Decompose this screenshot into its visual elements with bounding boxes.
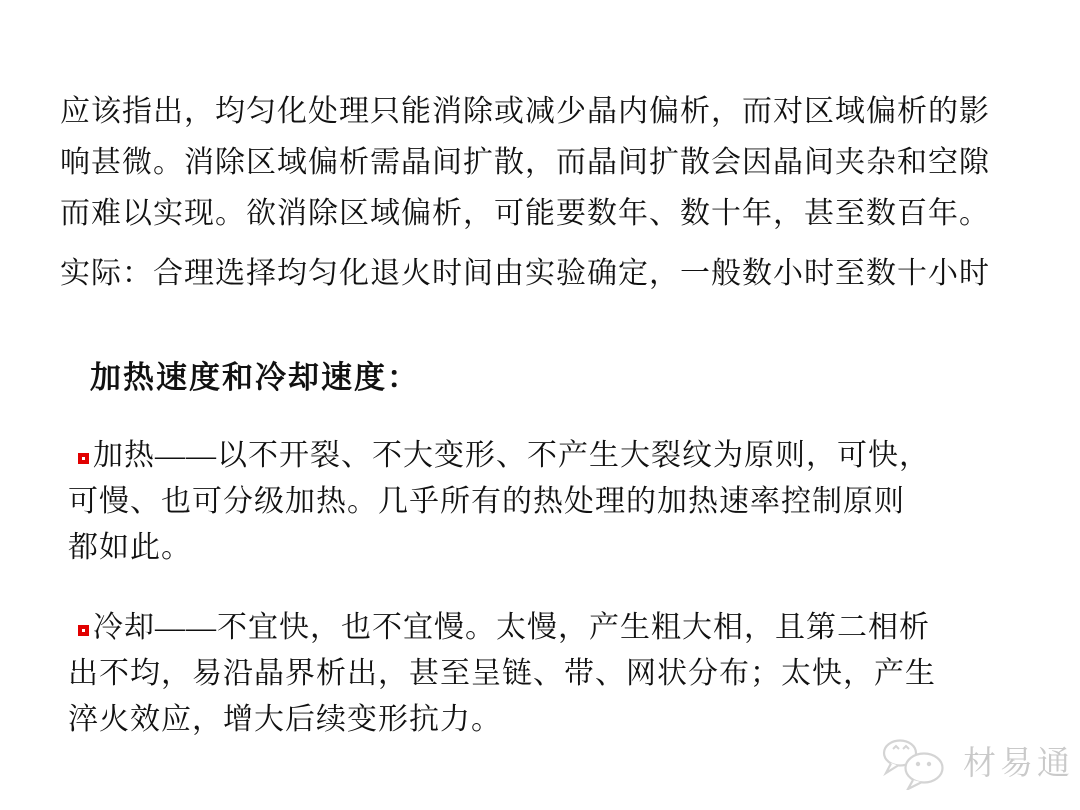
bullet-first-line <box>78 605 936 651</box>
text-line: 加热——以不开裂、不大变形、不产生大裂纹为原则，可快， <box>93 439 930 472</box>
wechat-chat-bubbles-icon <box>879 738 955 790</box>
watermark <box>879 738 1074 790</box>
text-line: 应该指出，均匀化处理只能消除或减少晶内偏析，而对区域偏析的影 <box>60 95 990 128</box>
text-line: 都如此。 <box>68 531 192 564</box>
text-line: 淬火效应，增大后续变形抗力。 <box>68 703 502 736</box>
paragraph-homogenization <box>60 86 990 239</box>
text-line: 出不均，易沿晶界析出，甚至呈链、带、网状分布；太快，产生 <box>68 657 936 690</box>
text-line: 实际：合理选择均匀化退火时间由实验确定，一般数小时至数十小时 <box>60 257 990 290</box>
text-line: 而难以实现。欲消除区域偏析，可能要数年、数十年，甚至数百年。 <box>60 197 990 230</box>
text-line: 响甚微。消除区域偏析需晶间扩散，而晶间扩散会因晶间夹杂和空隙 <box>60 146 990 179</box>
text-line: 冷却——不宜快，也不宜慢。太慢，产生粗大相，且第二相析 <box>93 611 930 644</box>
watermark-text: 材易通 <box>963 745 1074 782</box>
bullet-item-cooling <box>68 605 936 743</box>
paragraph-practical-note <box>60 248 990 299</box>
text-line: 可慢、也可分级加热。几乎所有的热处理的加热速率控制原则 <box>68 485 905 518</box>
bullet-item-heating <box>68 433 930 571</box>
bullet-first-line <box>78 433 930 479</box>
red-square-bullet-icon <box>78 625 89 636</box>
section-heading: 加热速度和冷却速度： <box>90 360 420 395</box>
red-square-bullet-icon <box>78 453 89 464</box>
